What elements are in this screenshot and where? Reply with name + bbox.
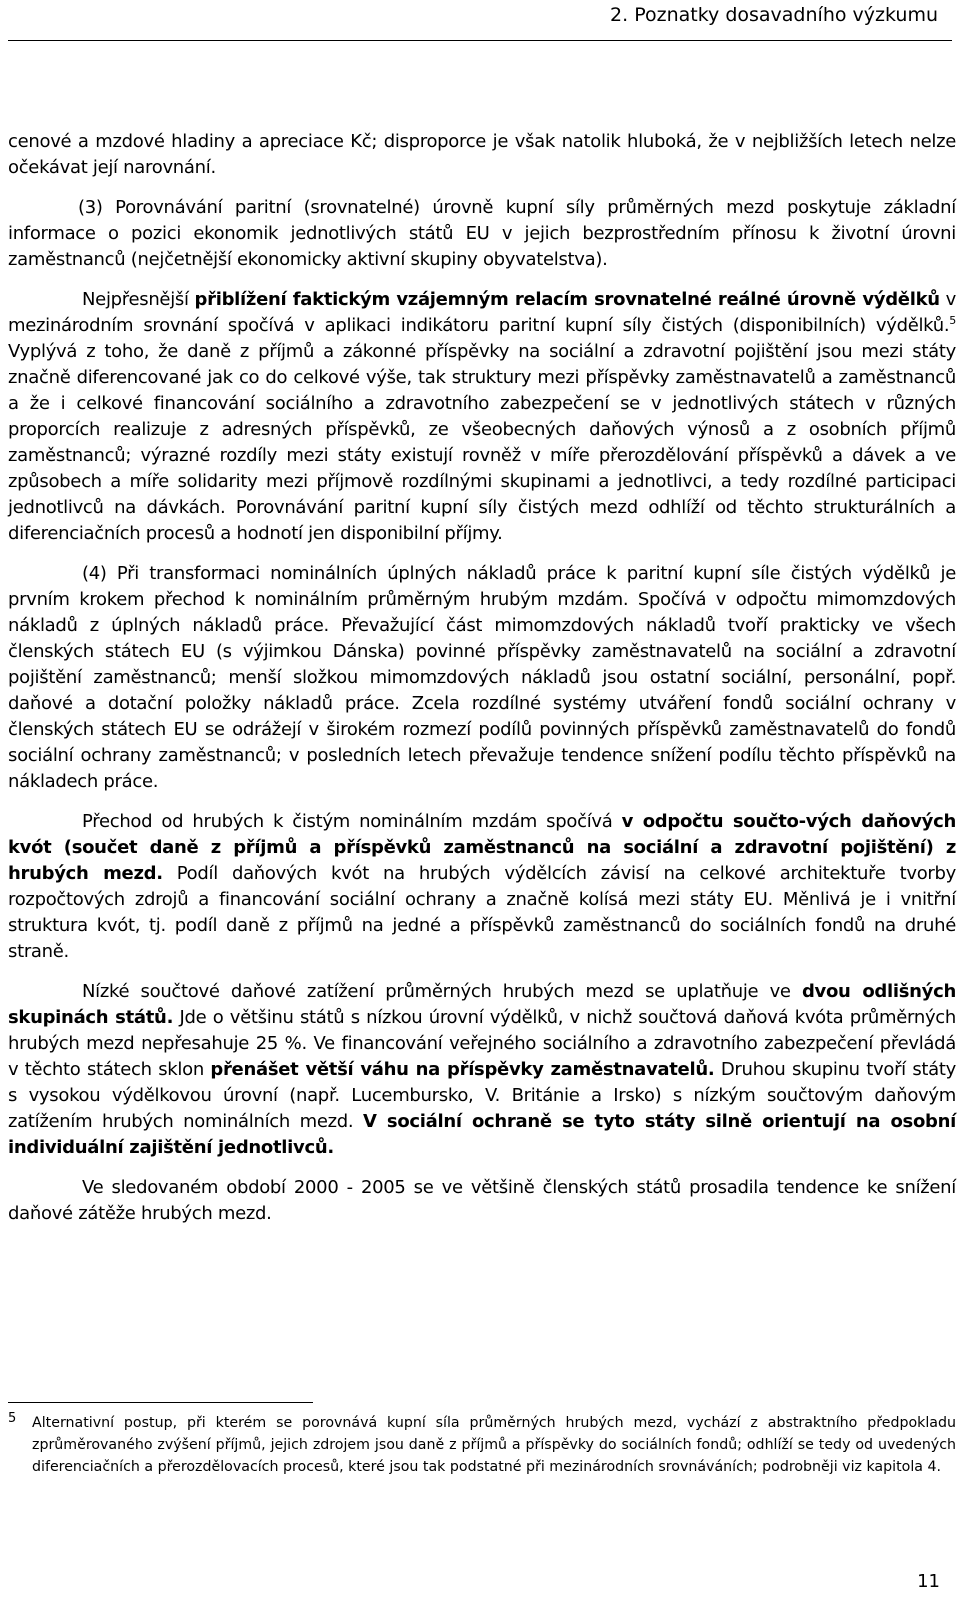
paragraph-5-bold: v odpočtu součto-vých daňových kvót (součet daně z příjmů a příspěvků zaměstnanců na sociální a zdravotní pojištění) z hrubých mezd. (8, 811, 956, 884)
paragraph-6-lead: Nízké součtové daňové zatížení průměrných hrubých mezd se uplatňuje ve (82, 981, 802, 1002)
paragraph-6 (8, 979, 956, 1161)
paragraph-5 (8, 809, 956, 965)
paragraph-6-bold-1: dvou odlišných skupinách států. (8, 981, 957, 1028)
footnote-number: 5 (8, 1411, 17, 1426)
footnote (8, 1412, 956, 1478)
paragraph-4: (4) Při transformaci nominálních úplných nákladů práce k paritní kupní síle čistých výdělků je prvním krokem přechod k nominálním průměrným hrubým mzdám. Spočívá v odpočtu mimomzdových nákladů z úplných nákladů práce. Převažující část mimomzdových nákladů tvoří prakticky ve všech členských státech EU (s výjimkou Dánska) povinné příspěvky zaměstnavatelů na sociální a zdravotní pojištění zaměstnanců; menší složkou mimomzdových nákladů jsou ostatní sociální, personální, popř. daňové a dotační položky nákladů práce. Zcela rozdílné systémy utváření fondů sociální ochrany v členských státech EU se odrážejí v širokém rozmezí podílů povinných příspěvků zaměstnavatelů do fondů sociální ochrany zaměstnanců; v posledních letech převažuje tendence snížení podílu těchto příspěvků na nákladech práce. (8, 563, 956, 792)
paragraph-3-lead: Nejpřesnější (82, 289, 195, 310)
paragraph-5-lead: Přechod od hrubých k čistým nominálním mzdám spočívá (82, 811, 622, 832)
running-header: 2. Poznatky dosavadního výzkumu (610, 4, 938, 26)
footnote-text: Alternativní postup, při kterém se porovnává kupní síla průměrných hrubých mezd, vychází z abstraktního předpokladu zprůměrovaného zvýšení příjmů, jejich zdrojem jsou daně z příjmů a příspěvky do sociálních fondů; odhlíží se tedy od uvedených diferenciačních a přerozdělovacích procesů, které jsou tak podstatné při mezinárodních srovnáváních; podrobněji viz kapitola 4. (32, 1415, 956, 1475)
paragraph-6-text-2: Druhou skupinu tvoří státy s vysokou výdělkovou úrovní (např. Lucembursko, V. Británie a Irsko) s nízkým součtovým daňovým zatížením hrubých nominálních mezd. (8, 1059, 956, 1132)
paragraph-6-text-1: Jde o většinu států s nízkou úrovní výdělků, v nichž součtová daňová kvóta průměrných hrubých mezd nepřesahuje 25 %. Ve financování veřejného sociálního a zdravotního zabezpečení převládá v těchto státech sklon (8, 1007, 957, 1080)
paragraph-3-rest: Vyplývá z toho, že daně z příjmů a zákonné příspěvky na sociální a zdravotní pojištění jsou mezi státy značně diferencované jak co do celkové výše, tak struktury mezi příspěvky zaměstnavatelů a zaměstnanců a že i celkové financování sociálního a zdravotního zabezpečení se v jednotlivých státech v různých proporcích realizuje z adresných příspěvků, ze všeobecných daňových výnosů a z osobních příjmů zaměstnanců; výrazné rozdíly mezi státy existují rovněž v míře přerozdělování příspěvků a dávek a ve způsobech a míře solidarity mezi příjmově rozdílnými skupinami a jednotlivci, a tedy rozdílné participaci jednotlivců na dávkách. Porovnávání paritní kupní síly čistých mezd odhlíží od těchto strukturálních a diferenciačních procesů a hodnotí jen disponibilní příjmy. (8, 341, 956, 544)
paragraph-3-text: v mezinárodním srovnání spočívá v aplikaci indikátoru paritní kupní síly čistých (disponibilních) výdělků. (8, 289, 956, 336)
paragraph-7: Ve sledovaném období 2000 - 2005 se ve většině členských států prosadila tendence ke snížení daňové zátěže hrubých mezd. (8, 1177, 956, 1224)
paragraph-1: cenové a mzdové hladiny a apreciace Kč; disproporce je však natolik hluboká, že v nejbližších letech nelze očekávat její narovnání. (8, 131, 956, 178)
header-rule (8, 40, 952, 41)
footnote-ref: 5 (949, 314, 956, 327)
footnote-rule (8, 1402, 313, 1403)
paragraph-6-bold-3: V sociální ochraně se tyto státy silně orientují na osobní individuální zajištění jednotlivců. (8, 1111, 956, 1158)
paragraph-5-rest: Podíl daňových kvót na hrubých výdělcích závisí na celkové architektuře tvorby rozpočtových zdrojů a financování sociální ochrany a značně kolísá mezi státy EU. Měnlivá je i vnitřní struktura kvót, tj. podíl daně z příjmů na jedné a příspěvků zaměstnanců do sociálních fondů na druhé straně. (8, 863, 956, 962)
main-text (8, 129, 956, 1241)
paragraph-3-bold: přiblížení faktickým vzájemným relacím srovnatelné reálné úrovně výdělků (194, 289, 940, 310)
page-number: 11 (917, 1571, 940, 1592)
paragraph-3 (8, 287, 956, 547)
paragraph-6-bold-2: přenášet větší váhu na příspěvky zaměstnavatelů. (210, 1059, 715, 1080)
paragraph-2: (3) Porovnávání paritní (srovnatelné) úrovně kupní síly průměrných mezd poskytuje základní informace o pozici ekonomik jednotlivých států EU v jejich bezprostředním přínosu k životní úrovni zaměstnanců (nejčetnější ekonomicky aktivní skupiny obyvatelstva). (8, 197, 956, 270)
